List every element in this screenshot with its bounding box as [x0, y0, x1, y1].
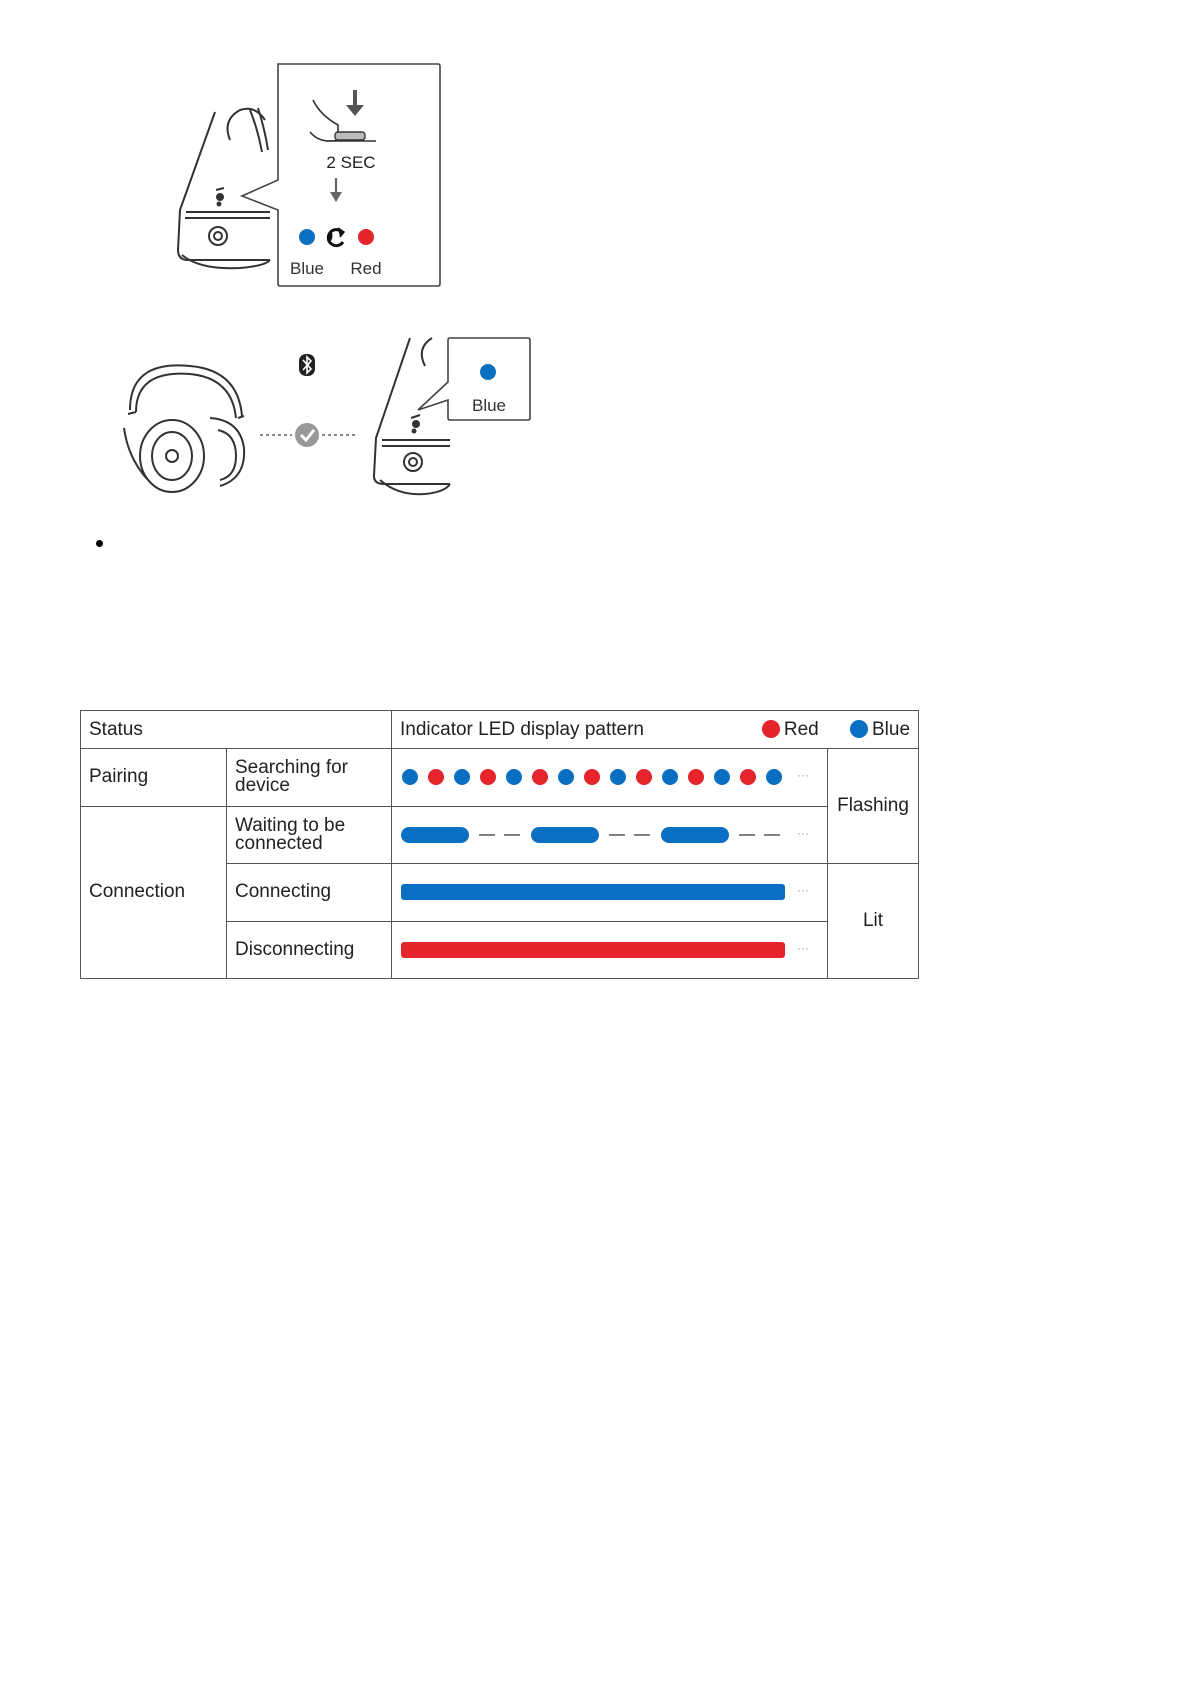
blue-label: Blue: [471, 396, 507, 415]
bluetooth-icon: [299, 354, 315, 376]
blue-led-dash: [401, 827, 469, 843]
check-icon: [295, 423, 319, 447]
mode-lit: Lit: [828, 864, 919, 979]
blue-led-dash: [531, 827, 599, 843]
ellipsis-mark: ···: [797, 883, 809, 898]
ellipsis-mark: ···: [797, 825, 809, 840]
callout-box: [242, 64, 440, 286]
figure-connected: [120, 338, 580, 508]
pattern-alternating-dots: [392, 749, 828, 806]
pattern-solid-blue: [392, 864, 828, 921]
header-pattern: [392, 711, 919, 749]
figure-press-button: [170, 60, 450, 285]
led-dots-pattern: [392, 749, 828, 805]
ellipsis-mark: ···: [797, 768, 809, 783]
header-status: Status: [81, 711, 392, 749]
legend-red-dot: [762, 720, 780, 738]
status-waiting: Waiting to be connected: [227, 806, 392, 863]
list-bullet: [96, 540, 103, 547]
legend-blue-dot: [850, 720, 868, 738]
blue-led-dash: [661, 827, 729, 843]
ellipsis-mark: ···: [797, 940, 809, 955]
pattern-solid-red: [392, 921, 828, 978]
status-disconnecting: Disconnecting: [227, 921, 392, 978]
red-led-dot: [532, 769, 548, 785]
red-led-dot: [636, 769, 652, 785]
red-led-dot: [688, 769, 704, 785]
blue-led-dot: [480, 364, 496, 380]
blue-led-dot: [402, 769, 418, 785]
blue-led-dot: [506, 769, 522, 785]
group-pairing: Pairing: [81, 749, 227, 806]
blue-led-dot: [299, 229, 315, 245]
duration-label: 2 SEC: [326, 153, 376, 172]
red-led-dot: [480, 769, 496, 785]
table-row: [81, 806, 919, 863]
blue-led-dot: [454, 769, 470, 785]
blue-led-dot: [766, 769, 782, 785]
solid-red-bar: [401, 942, 785, 958]
led-solid-blue-pattern: [392, 864, 828, 920]
blue-led-dot: [714, 769, 730, 785]
table-header-row: [81, 711, 919, 749]
table-row: [81, 749, 919, 806]
legend-red-label: Red: [783, 718, 819, 740]
led-solid-red-pattern: [392, 922, 828, 978]
legend-blue-label: Blue: [871, 718, 911, 740]
red-led-dot: [358, 229, 374, 245]
group-connection: Connection: [81, 806, 227, 978]
status-connecting: Connecting: [227, 864, 392, 921]
blue-led-dot: [558, 769, 574, 785]
led-dashes-pattern: [392, 807, 828, 863]
red-label: Red: [350, 259, 382, 278]
headphones-illustration: [124, 365, 244, 492]
blue-led-dot: [662, 769, 678, 785]
header-pattern-label: Indicator LED display pattern: [400, 718, 644, 740]
blue-label: Blue: [289, 259, 325, 278]
pattern-blue-dashes: [392, 806, 828, 863]
turntable-illustration: [178, 108, 270, 268]
status-searching: Searching for device: [227, 749, 392, 806]
red-led-dot: [584, 769, 600, 785]
red-led-dot: [428, 769, 444, 785]
mode-flashing: Flashing: [828, 749, 919, 864]
legend: [736, 719, 910, 741]
solid-blue-bar: [401, 884, 785, 900]
led-status-table: [80, 710, 919, 979]
blue-led-dot: [610, 769, 626, 785]
red-led-dot: [740, 769, 756, 785]
